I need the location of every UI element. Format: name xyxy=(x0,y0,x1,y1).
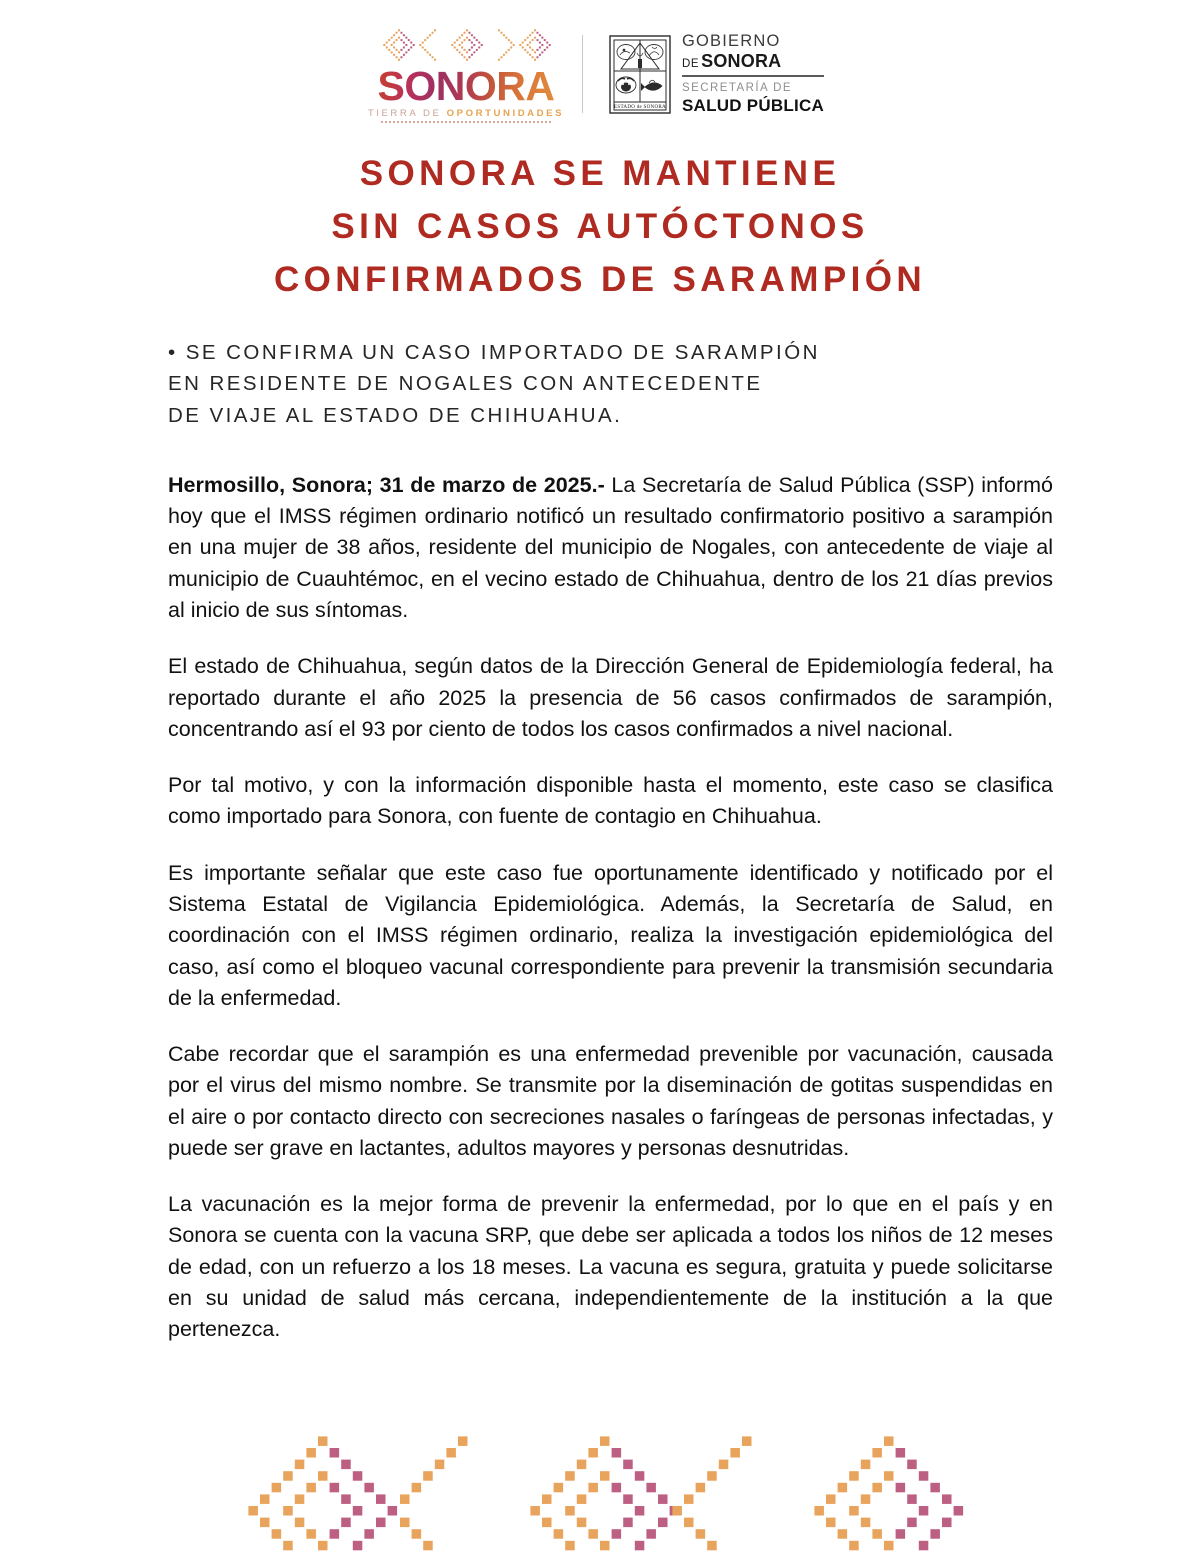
page-subtitle xyxy=(168,337,998,432)
page-subtitle-line-2: EN RESIDENTE DE NOGALES CON ANTECEDENTE xyxy=(168,372,763,396)
header-divider xyxy=(582,35,583,113)
body-paragraph-5: Cabe recordar que el sarampión es una enfermedad prevenible por vacunación, causada por el virus del mismo nombre. Se transmite por la diseminación de gotitas suspendidas en el aire o por contacto directo con secreciones nasales o faríngeas de personas infectadas, y puede ser grave en lactantes, adultos mayores y personas desnutridas. xyxy=(168,1042,1053,1160)
gobierno-text-block xyxy=(682,33,824,114)
sonora-diamond-pattern-icon xyxy=(236,1434,964,1552)
page-title-line-3: CONFIRMADOS DE SARAMPIÓN xyxy=(274,260,926,300)
svg-text:ESTADO de SONORA: ESTADO de SONORA xyxy=(613,103,666,110)
sonora-diamond-pattern-icon xyxy=(380,25,552,65)
sonora-tagline-light: TIERRA DE xyxy=(367,107,447,119)
body-paragraph-3: Por tal motivo, y con la información disponible hasta el momento, este caso se clasifica como importado para Sonora, con fuente de contagio en Chihuahua. xyxy=(168,773,1053,829)
page-title-line-2: SIN CASOS AUTÓCTONOS xyxy=(331,207,869,247)
sonora-wordmark: SONORA xyxy=(377,62,555,109)
body-paragraph-1 xyxy=(168,470,1053,626)
document-header xyxy=(0,0,1200,119)
page-subtitle-line-3: DE VIAJE AL ESTADO DE CHIHUAHUA. xyxy=(168,404,623,428)
gobierno-de-label: DE xyxy=(681,57,700,70)
sonora-tagline-bold: OPORTUNIDADES xyxy=(446,107,565,119)
salud-publica-label: SALUD PÚBLICA xyxy=(681,95,825,115)
body-paragraph-1-text: La Secretaría de Salud Pública (SSP) informó hoy que el IMSS régimen ordinario notificó un resultado confirmatorio positivo a sarampión en una mujer de 38 años, residente del municipio de Nogales, con antecedente de viaje al municipio de Cuauhtémoc, en el vecino estado de Chihuahua, dentro de los 21 días previos al inicio de sus síntomas. xyxy=(168,472,1053,622)
dateline: Hermosillo, Sonora; 31 de marzo de 2025.- xyxy=(168,472,605,497)
sonora-brand-logo xyxy=(367,25,565,124)
gobierno-sonora-logo xyxy=(609,33,824,114)
sonora-tagline xyxy=(368,109,564,119)
gobierno-rule xyxy=(682,75,824,77)
secretaria-label: SECRETARÍA DE xyxy=(681,82,792,94)
page-title xyxy=(0,147,1200,307)
gobierno-sonora-line xyxy=(682,51,824,71)
page-title-line-1: SONORA SE MANTIENE xyxy=(359,154,841,193)
press-release-body xyxy=(168,470,1053,1346)
gobierno-sonora-label: SONORA xyxy=(701,50,782,71)
body-paragraph-2: El estado de Chihuahua, según datos de la Dirección General de Epidemiología federal, ha reportado durante el año 2025 la presencia de 56 casos confirmados de sarampión, concentrando así el 93 por ciento de todos los casos confirmados a nivel nacional. xyxy=(168,654,1053,741)
footer-decoration xyxy=(236,1434,964,1552)
body-paragraph-4: Es importante señalar que este caso fue oportunamente identificado y notificado por el Sistema Estatal de Vigilancia Epidemiológica. Además, la Secretaría de Salud, en coordinación con el IMSS régimen ordinario, realiza la investigación epidemiológica del caso, así como el bloqueo vacunal correspondiente para prevenir la transmisión secundaria de la enfermedad. xyxy=(168,860,1053,1010)
page-subtitle-line-1: • SE CONFIRMA UN CASO IMPORTADO DE SARAMPIÓN xyxy=(168,340,820,364)
sonora-dashed-rule xyxy=(381,121,551,123)
gobierno-label: GOBIERNO xyxy=(681,32,781,51)
sonora-coat-of-arms-icon xyxy=(609,35,671,114)
body-paragraph-6: La vacunación es la mejor forma de prevenir la enfermedad, por lo que en el país y en Sonora se cuenta con la vacuna SRP, que debe ser aplicada a todos los niños de 12 meses de edad, con un refuerzo a los 18 meses. La vacuna es segura, gratuita y puede solicitarse en su unidad de salud más cercana, independientemente de la institución a la que pertenezca. xyxy=(168,1192,1053,1342)
